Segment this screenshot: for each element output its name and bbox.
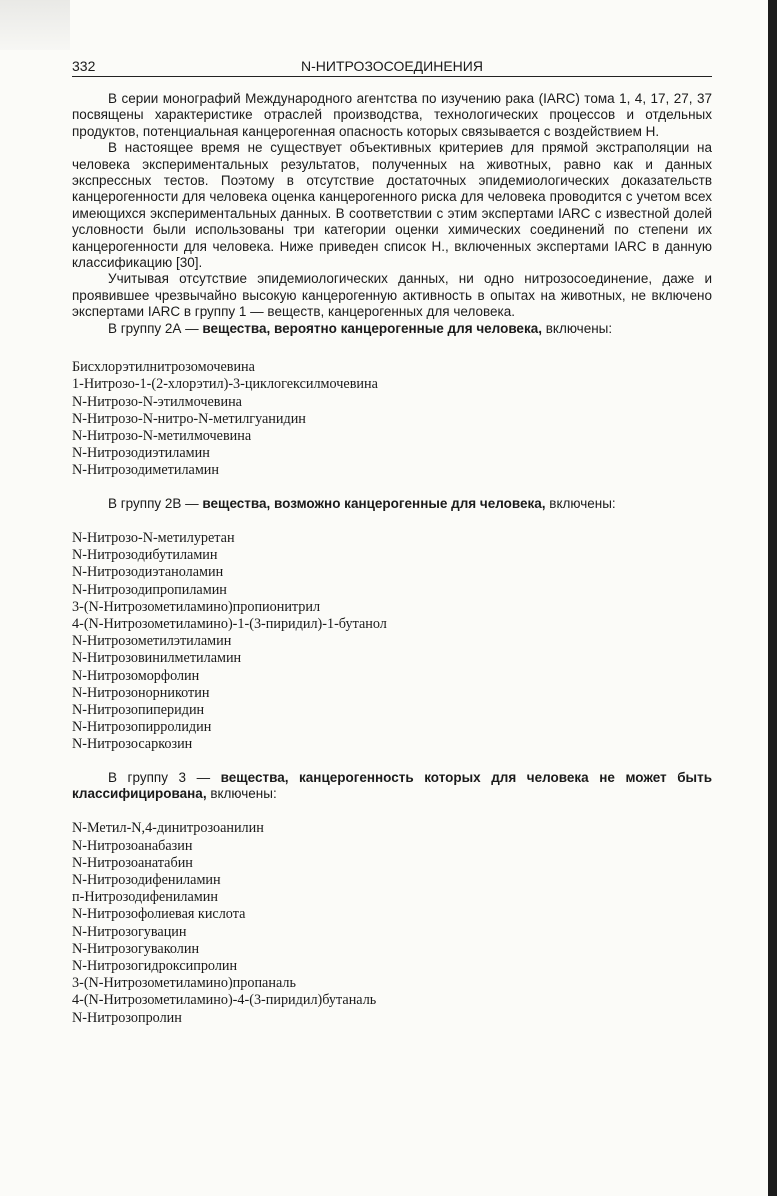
list-item: N-Нитрозофолиевая кислота (72, 906, 246, 923)
list-item: N-Нитрозодиметиламин (72, 462, 219, 479)
list-item: N-Нитрозо-N-нитро-N-метилгуанидин (72, 410, 306, 427)
list-item: N-Нитрозоморфолин (72, 667, 200, 684)
group-2a-tail: включены: (541, 320, 613, 336)
list-item: N-Нитрозогувацин (72, 923, 187, 940)
group-2b-list (72, 530, 712, 754)
scan-edge-right (768, 0, 777, 1196)
list-item: 1-Нитрозо-1-(2-хлорэтил)-3-циклогексилмочевина (72, 376, 378, 393)
page-number: 332 (72, 58, 96, 74)
list-item: N-Нитрозо-N-метилуретан (72, 529, 235, 546)
list-item: N-Нитрозопирролидин (72, 719, 212, 736)
list-item: N-Нитрозодипропиламин (72, 581, 227, 598)
paragraph-criteria: В настоящее время не существует объективных критериев для прямой экстраполяции на человека экспериментальных результатов, полученных на животных, равно как и данных экспрессных тестов. Поэтому в отсутствие достаточных эпидемиологических доказательств канцерогенности для человека оценка канцерогенного риска для человека проводится с учетом всех имеющихся экспериментальных данных. В соответствии с этим экспертами IARC с известной долей условности были использованы три категории оценки химических соединений по степени их канцерогенности для человека. Ниже приведен список Н., включенных экспертами IARC в данную классификацию [30]. (72, 140, 712, 271)
list-item: N-Нитрозо-N-метилмочевина (72, 427, 252, 444)
list-item: 3-(N-Нитрозометиламино)пропаналь (72, 975, 296, 992)
page-header (72, 56, 712, 77)
group-2a-title: вещества, вероятно канцерогенные для человека, (202, 320, 542, 336)
list-item: N-Нитрозоанатабин (72, 854, 193, 871)
list-item: N-Нитрозоанабазин (72, 837, 193, 854)
list-item: 4-(N-Нитрозометиламино)-1-(3-пиридил)-1-бутанол (72, 615, 387, 632)
group-2a-intro: В группу 2А — (108, 320, 203, 336)
paragraph-group-1: Учитывая отсутствие эпидемиологических данных, ни одно нитрозосоединение, даже и проявившее чрезвычайно высокую канцерогенную активность в опытах на животных, не включено экспертами IARC в группу 1 — веществ, канцерогенных для человека. (72, 271, 712, 320)
list-item: п-Нитрозодифениламин (72, 889, 218, 906)
list-item: N-Нитрозодиэтаноламин (72, 564, 224, 581)
list-item: N-Нитрозогуваколин (72, 940, 200, 957)
group-3-tail: включены: (206, 785, 277, 801)
list-item: N-Нитрозопиперидин (72, 701, 205, 718)
running-head: N-НИТРОЗОСОЕДИНЕНИЯ (301, 58, 483, 74)
group-2b-title: вещества, возможно канцерогенные для человека, (202, 495, 546, 511)
list-item: 4-(N-Нитрозометиламино)-4-(3-пиридил)бутаналь (72, 992, 377, 1009)
scan-shadow-top-left (0, 0, 70, 50)
list-item: N-Нитрозогидроксипролин (72, 958, 238, 974)
group-2b-heading (72, 496, 712, 512)
list-item: N-Нитрозо-N-этилмочевина (72, 393, 242, 410)
list-item: N-Нитрозонорникотин (72, 684, 210, 701)
group-2b-tail: включены: (545, 495, 616, 511)
list-item: N-Нитрозодиэтиламин (72, 445, 210, 462)
list-item: N-Нитрозодифениламин (72, 871, 221, 888)
group-3-list (72, 820, 712, 1026)
group-2a-list (72, 359, 712, 479)
group-3-intro: В группу 3 — (108, 769, 221, 785)
book-page (72, 56, 712, 1027)
paragraph-iarc-monographs: В серии монографий Международного агентства по изучению рака (IARC) тома 1, 4, 17, 27, 37 посвящены характеристике отраслей производства, технологических процессов и отдельных продуктов, потенциальная канцерогенная опасность которых связывается с воздействием Н. (72, 91, 712, 139)
list-item: N-Нитрозовинилметиламин (72, 650, 242, 667)
group-3-heading (72, 770, 712, 803)
list-item: N-Нитрозопролин (72, 1009, 182, 1026)
group-3-title: вещества, канцерогенность которых для человека не может быть классифицирована, (72, 769, 712, 801)
list-item: N-Нитрозодибутиламин (72, 547, 218, 564)
list-item: N-Метил-N,4-динитрозоанилин (72, 820, 264, 837)
list-item: 3-(N-Нитрозометиламино)пропионитрил (72, 598, 321, 615)
list-item: N-Нитрозометилэтиламин (72, 633, 232, 650)
list-item: Бисхлорэтилнитрозомочевина (72, 359, 255, 376)
group-2a-heading (72, 321, 712, 337)
list-item: N-Нитрозосаркозин (72, 736, 193, 753)
group-2b-intro: В группу 2В — (108, 495, 203, 511)
body-text (72, 91, 712, 1027)
